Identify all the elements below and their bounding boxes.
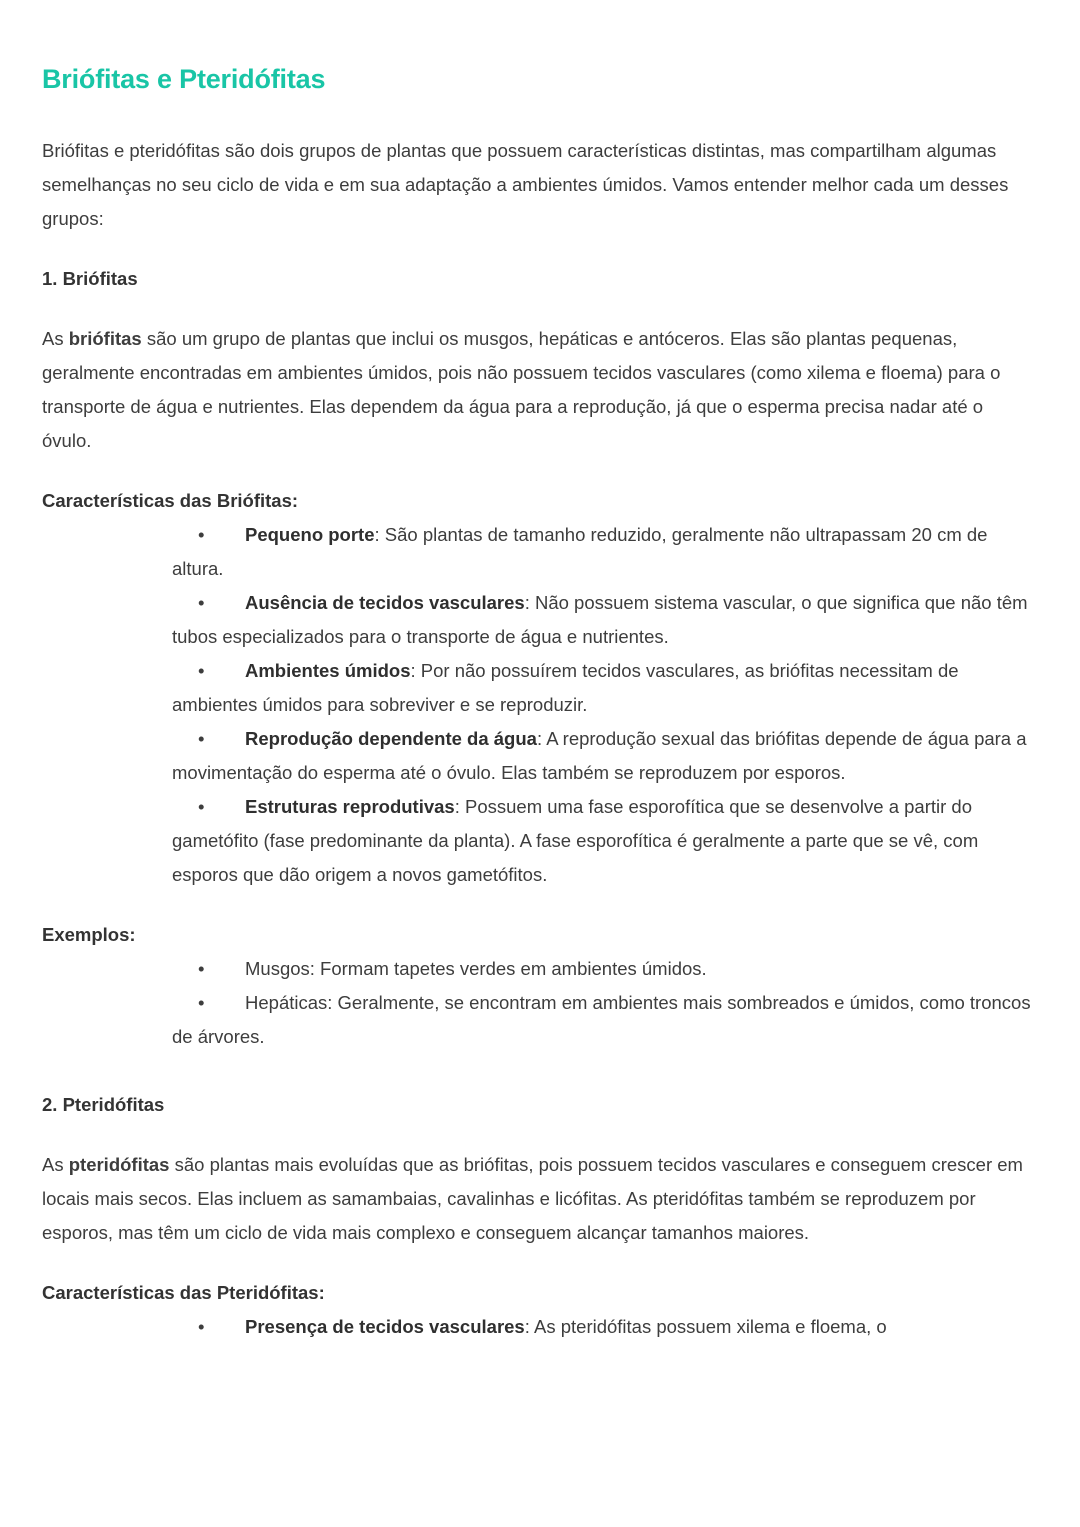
section-intro-briofitas [42,322,1036,458]
list-item-text: : Geralmente, se encontram em ambientes mais sombreados e úmidos, como troncos de árvores. [172,992,1031,1047]
list-item-term: Presença de tecidos vasculares [245,1316,525,1337]
bullet-icon: • [198,592,205,613]
section-heading-pteridofitas: 2. Pteridófitas [42,1094,165,1115]
list-item-text: : As pteridófitas possuem xilema e floema, o [524,1316,887,1337]
examples-list-briofitas [42,952,1036,1054]
list-item [42,654,1032,722]
intro-lead: As [42,1154,69,1175]
list-item-text: : Possuem uma fase esporofítica que se desenvolve a partir do gametófito (fase predominante da planta). A fase esporofítica é geralmente a parte que se vê, com esporos que dão origem a novos gametófitos. [172,796,979,885]
list-item-term: Ausência de tecidos vasculares [245,592,525,613]
list-item [42,722,1032,790]
list-item-term: Musgos [245,958,310,979]
intro-bold-term: pteridófitas [68,1154,170,1175]
intro-lead: As [42,328,69,349]
list-item-text: : A reprodução sexual das briófitas depende de água para a movimentação do esperma até o óvulo. Elas também se reproduzem por esporos. [172,728,1027,783]
characteristics-list-briofitas [42,518,1036,892]
list-item-term: Hepáticas [245,992,328,1013]
list-item-term: Ambientes úmidos [245,660,411,681]
list-item-term: Reprodução dependente da água [245,728,537,749]
list-item [42,1310,1036,1344]
list-item-text: : Por não possuírem tecidos vasculares, as briófitas necessitam de ambientes úmidos para sobreviver e se reproduzir. [172,660,959,715]
bullet-icon: • [198,958,205,979]
list-item [42,952,1032,986]
list-item-text: : Não possuem sistema vascular, o que significa que não têm tubos especializados para o transporte de água e nutrientes. [172,592,1028,647]
examples-heading-briofitas: Exemplos: [42,924,136,945]
bullet-icon: • [198,1316,205,1337]
list-item-text: : São plantas de tamanho reduzido, geralmente não ultrapassam 20 cm de altura. [172,524,988,579]
intro-rest: são um grupo de plantas que inclui os musgos, hepáticas e antóceros. Elas são plantas pequenas, geralmente encontradas em ambientes úmidos, pois não possuem tecidos vasculares (como xilema e floema) para o transporte de água e nutrientes. Elas dependem da água para a reprodução, já que o esperma precisa nadar até o óvulo. [42,328,1001,451]
bullet-icon: • [198,660,205,681]
characteristics-list-pteridofitas [42,1310,1036,1344]
list-item-term: Pequeno porte [245,524,375,545]
list-item [42,586,1032,654]
bullet-icon: • [198,992,205,1013]
section-heading-briofitas: 1. Briófitas [42,268,138,289]
list-item [42,790,1032,892]
section-intro-pteridofitas [42,1148,1036,1250]
intro-bold-term: briófitas [68,328,142,349]
characteristics-heading-pteridofitas: Características das Pteridófitas: [42,1282,325,1303]
list-item-text: : Formam tapetes verdes em ambientes úmidos. [309,958,707,979]
list-item-term: Estruturas reprodutivas [245,796,455,817]
bullet-icon: • [198,524,205,545]
intro-paragraph: Briófitas e pteridófitas são dois grupos de plantas que possuem características distintas, mas compartilham algumas semelhanças no seu ciclo de vida e em sua adaptação a ambientes úmidos. Vamos entender melhor cada um desses grupos: [42,140,1009,229]
section-spacer [42,1080,1036,1088]
bullet-icon: • [198,796,205,817]
bullet-icon: • [198,728,205,749]
characteristics-heading-briofitas: Características das Briófitas: [42,490,299,511]
intro-rest: são plantas mais evoluídas que as briófitas, pois possuem tecidos vasculares e conseguem crescer em locais mais secos. Elas incluem as samambaias, cavalinhas e licófitas. As pteridófitas também se reproduzem por esporos, mas têm um ciclo de vida mais complexo e conseguem alcançar tamanhos maiores. [42,1154,1023,1243]
list-item [42,986,1032,1054]
page-title: Briófitas e Pteridófitas [42,64,326,94]
list-item [42,518,1032,586]
